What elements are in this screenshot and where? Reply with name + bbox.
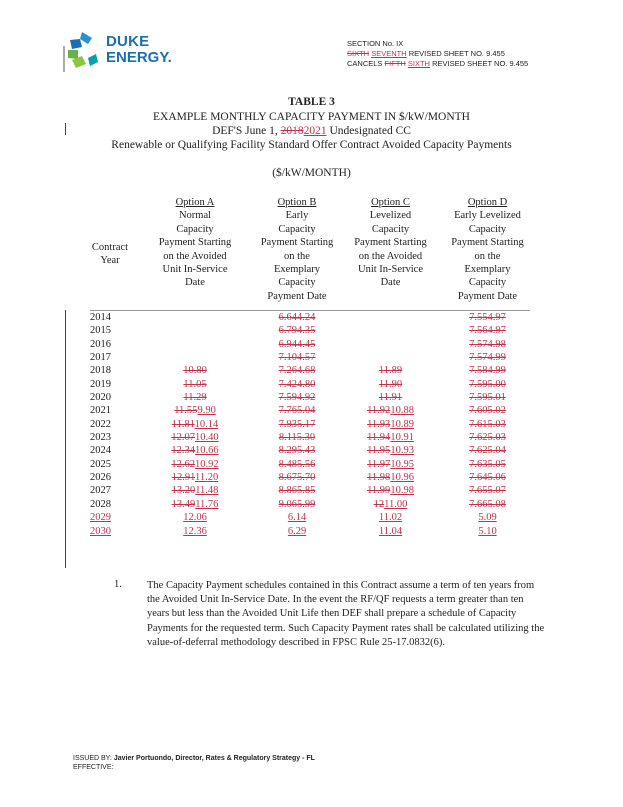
new-value: 10.98 [390, 485, 414, 497]
option-d-value [440, 498, 535, 511]
old-value: 11.93 [367, 418, 391, 430]
old-value: 12.34 [171, 445, 195, 457]
new-value: 6.14 [287, 512, 307, 524]
option-d-value [440, 351, 535, 364]
table-subtitle-2 [0, 124, 623, 138]
col-option-d-header [440, 196, 535, 303]
option-b-value [248, 364, 346, 377]
old-value: 7.554.97 [469, 312, 506, 323]
row-year: 2027 [90, 485, 111, 497]
option-b-value [248, 444, 346, 457]
option-c-value [343, 391, 438, 404]
row-year: 2021 [90, 405, 111, 417]
option-b-value [248, 404, 346, 417]
option-d-value [440, 484, 535, 497]
old-value: 11.89 [378, 365, 403, 377]
option-d-desc: Payment Starting [451, 237, 524, 249]
option-b-desc: Early [285, 210, 309, 222]
option-d-desc: on the [474, 250, 501, 262]
col-option-b-header [248, 196, 346, 303]
old-value: 8.865.85 [278, 485, 316, 497]
table-row [90, 525, 530, 538]
old-value: 6.644.24 [278, 312, 316, 323]
row-year: 2016 [90, 338, 111, 350]
col-year-line: Year [100, 255, 120, 267]
row-year: 2025 [90, 458, 111, 470]
option-c-value [343, 484, 438, 497]
row-year: 2022 [90, 418, 111, 430]
option-b-value [248, 498, 346, 511]
table-row [90, 311, 530, 324]
option-b-desc: on the [284, 250, 310, 262]
option-c-desc: on the Avoided [358, 250, 423, 262]
footer [73, 754, 315, 772]
option-a-value [150, 364, 240, 377]
option-b-value [248, 391, 346, 404]
option-c-desc: Payment Starting [354, 237, 427, 249]
option-b-value [248, 458, 346, 471]
table-row [90, 404, 530, 417]
option-d-value [440, 391, 535, 404]
option-c-value [343, 431, 438, 444]
new-value: 10.93 [390, 445, 414, 457]
old-value: 11.91 [378, 392, 403, 404]
option-c-value [343, 378, 438, 391]
old-value: 7.574.98 [469, 338, 506, 350]
old-value: 7.424.80 [278, 378, 316, 390]
new-value: 10.88 [390, 405, 414, 417]
old-value: 8.485.56 [278, 458, 316, 470]
option-b-desc: Payment Starting [260, 237, 334, 249]
cancels-old-ordinal: FIFTH [384, 59, 406, 68]
col-option-a-header [150, 196, 240, 290]
new-value: 10.92 [195, 458, 219, 470]
old-value: 7.605.02 [469, 405, 506, 417]
old-value: 11.90 [378, 378, 403, 390]
old-value: 12.62 [171, 458, 195, 470]
old-value: 11.97 [367, 458, 391, 470]
option-d-desc: Early Levelized [454, 210, 521, 222]
cancels-new-ordinal: SIXTH [407, 59, 430, 68]
option-b-value [248, 525, 346, 538]
sheet-new-ordinal: SEVENTH [371, 49, 407, 58]
row-year: 2015 [90, 325, 111, 337]
option-d-value [440, 338, 535, 351]
option-d-value [440, 511, 535, 524]
option-c-value [343, 525, 438, 538]
old-value: 7.264.68 [278, 365, 316, 377]
new-value: 12.06 [183, 512, 207, 524]
section-number: SECTION No. IX [347, 39, 404, 48]
option-a-value [150, 431, 240, 444]
option-a-value [150, 391, 240, 404]
option-b-value [248, 324, 346, 337]
row-year: 2026 [90, 472, 111, 484]
old-value: 6.944.45 [278, 338, 316, 350]
cancels-line [347, 59, 528, 69]
issued-by-value: Javier Portuondo, Director, Rates & Regulatory Strategy - FL [113, 755, 315, 762]
table-row [90, 324, 530, 337]
option-a-desc: on the Avoided [163, 250, 227, 262]
option-c-desc: Levelized [369, 210, 412, 222]
option-a-value [150, 484, 240, 497]
option-b-value [248, 351, 346, 364]
duke-energy-logo-icon [62, 28, 106, 74]
old-value: 7.584.99 [469, 365, 506, 377]
option-d-desc: Payment Date [457, 290, 518, 302]
row-year: 2020 [90, 392, 111, 404]
option-a-label: Option A [175, 197, 215, 208]
option-b-value [248, 471, 346, 484]
option-a-desc: Normal [178, 210, 212, 222]
new-value: 12.36 [183, 525, 207, 537]
old-value: 9.065.99 [278, 498, 316, 510]
note-text: The Capacity Payment schedules contained in this Contract assume a term of ten years from the Avoided Unit In-Service Date. In the event the RF/QF requests a term greater than ten years but less than the Avoided Unit Life then DEF shall prepare a schedule of Capacity Payments for the requested term. Such Capacity Payment rates shall be calculated utilizing the value-of-deferral methodology described in FPSC Rule 25-17.0832(6). [147, 580, 545, 648]
logo-word-energy: ENERGY. [106, 49, 172, 66]
table-row [90, 364, 530, 377]
row-year: 2018 [90, 365, 111, 377]
units-label: ($/kW/MONTH) [272, 167, 351, 179]
option-b-value [248, 311, 346, 324]
table-row [90, 391, 530, 404]
option-b-desc: Exemplary [273, 264, 321, 276]
old-value: 7.765.04 [278, 405, 316, 417]
old-value: 7.655.07 [469, 485, 506, 497]
old-value: 7.625.04 [469, 445, 506, 457]
old-value: 7.665.08 [469, 498, 506, 510]
option-b-value [248, 484, 346, 497]
new-value: 11.76 [195, 498, 219, 510]
option-c-desc: Unit In-Service [357, 264, 424, 276]
option-a-value [150, 458, 240, 471]
old-value: 11.95 [367, 445, 391, 457]
old-value: 7.935.17 [278, 418, 316, 430]
col-year-line: Contract [91, 242, 129, 253]
old-value: 7.595.01 [469, 392, 506, 404]
option-a-value [150, 404, 240, 417]
old-value: 11.99 [367, 485, 391, 497]
old-value: 7.104.57 [278, 352, 316, 364]
option-b-value [248, 378, 346, 391]
new-value: 5.09 [478, 512, 497, 524]
old-value: 10.80 [183, 365, 207, 377]
table-subtitle-3: Renewable or Qualifying Facility Standard Offer Contract Avoided Capacity Payments [111, 139, 512, 151]
option-a-value [150, 378, 240, 391]
option-c-value [343, 418, 438, 431]
old-value: 7.595.00 [469, 378, 506, 390]
option-c-value [343, 498, 438, 511]
option-d-value [440, 431, 535, 444]
new-value: 10.14 [194, 418, 219, 430]
row-year: 2030 [90, 525, 111, 537]
old-value: 11.98 [367, 472, 391, 484]
option-d-value [440, 471, 535, 484]
option-c-value [343, 404, 438, 417]
sheet-rest: REVISED SHEET NO. 9.455 [408, 49, 505, 58]
option-a-value [150, 511, 240, 524]
new-value: 10.91 [390, 432, 414, 444]
row-year: 2019 [90, 378, 111, 390]
option-c-label: Option C [371, 197, 410, 208]
option-d-desc: Capacity [468, 223, 507, 235]
new-value: 9.90 [197, 405, 216, 417]
new-value: 10.89 [390, 418, 414, 430]
option-a-value [150, 444, 240, 457]
new-value: 10.40 [195, 432, 219, 444]
old-value: 11.94 [367, 432, 391, 444]
old-value: 12 [373, 498, 385, 510]
new-value: 10.95 [390, 458, 414, 470]
option-b-value [248, 338, 346, 351]
new-value: 11.00 [384, 498, 408, 510]
old-value: 11.92 [367, 405, 391, 417]
option-c-value [343, 364, 438, 377]
subtitle-2-prefix: DEF'S June 1, [212, 125, 281, 137]
old-value: 13.20 [171, 485, 196, 497]
old-value: 8.675.70 [278, 472, 316, 484]
option-a-value [150, 525, 240, 538]
table-row [90, 471, 530, 484]
row-year: 2028 [90, 498, 111, 510]
option-a-value [150, 418, 240, 431]
table-row [90, 431, 530, 444]
option-c-value [343, 458, 438, 471]
table-row [90, 498, 530, 511]
new-value: 11.04 [378, 525, 403, 537]
new-value: 11.48 [195, 485, 219, 497]
table-subtitle-1: EXAMPLE MONTHLY CAPACITY PAYMENT IN $/kW/MONTH [153, 111, 470, 123]
option-d-value [440, 458, 535, 471]
new-value: 11.20 [195, 472, 219, 484]
old-value: 7.615.03 [469, 418, 506, 430]
sheet-header [347, 39, 528, 69]
capacity-payment-table [90, 311, 530, 538]
option-c-desc: Capacity [371, 223, 410, 235]
option-a-value [150, 471, 240, 484]
option-d-value [440, 444, 535, 457]
option-a-value [150, 498, 240, 511]
old-value: 13.49 [171, 498, 196, 510]
option-b-desc: Capacity [278, 277, 316, 289]
option-b-desc: Payment Date [267, 290, 327, 302]
option-d-value [440, 525, 535, 538]
option-d-desc: Exemplary [464, 264, 511, 276]
option-b-value [248, 431, 346, 444]
new-value: 10.66 [195, 445, 219, 457]
option-d-value [440, 418, 535, 431]
old-value: 12.07 [171, 432, 195, 444]
row-year: 2014 [90, 312, 111, 323]
option-b-label: Option B [277, 197, 317, 208]
option-a-desc: Unit In-Service [162, 264, 228, 276]
old-value: 7.594.92 [278, 392, 316, 404]
old-value: 7.625.03 [469, 432, 506, 444]
old-value: 7.645.06 [469, 472, 506, 484]
option-d-value [440, 364, 535, 377]
option-d-desc: Capacity [468, 277, 507, 289]
table-row [90, 338, 530, 351]
table-row [90, 351, 530, 364]
table-row [90, 458, 530, 471]
row-year: 2023 [90, 432, 111, 444]
issued-by-line [73, 754, 315, 763]
option-d-label: Option D [467, 197, 508, 208]
old-value: 12.91 [171, 472, 195, 484]
col-option-c-header [343, 196, 438, 290]
new-value: 6.29 [287, 525, 307, 537]
table-title: TABLE 3 [288, 96, 335, 108]
option-c-value [343, 511, 438, 524]
duke-energy-logo [62, 28, 182, 78]
old-value: 11.29 [183, 392, 207, 404]
cancels-rest: REVISED SHEET NO. 9.455 [432, 59, 529, 68]
table-row [90, 444, 530, 457]
effective-label: EFFECTIVE: [73, 764, 114, 771]
logo-word-duke: DUKE [106, 33, 150, 50]
revision-bar [65, 310, 66, 568]
option-a-desc: Capacity [176, 223, 214, 235]
table-row [90, 418, 530, 431]
option-c-desc: Date [380, 277, 401, 289]
old-value: 7.635.05 [469, 458, 506, 470]
col-year-header [85, 241, 135, 268]
old-value: 11.55 [174, 405, 198, 417]
issued-by-label: ISSUED BY: [73, 755, 112, 762]
option-b-value [248, 418, 346, 431]
row-year: 2024 [90, 445, 111, 457]
subtitle-2-old-year: 2018 [280, 125, 304, 137]
table-row [90, 484, 530, 497]
option-c-value [343, 471, 438, 484]
new-value: 10.96 [390, 472, 414, 484]
old-value: 11.81 [171, 418, 195, 430]
table-row [90, 511, 530, 524]
note-number: 1. [114, 579, 122, 590]
old-value: 11.05 [183, 378, 207, 390]
option-a-desc: Date [185, 277, 205, 289]
old-value: 8.295.43 [278, 445, 316, 457]
new-value: 5.10 [478, 525, 497, 537]
subtitle-2-suffix: Undesignated CC [326, 125, 411, 137]
cancels-label: CANCELS [347, 59, 383, 68]
option-b-desc: Capacity [278, 223, 316, 235]
sheet-old-ordinal: SIXTH [347, 49, 370, 58]
row-year: 2029 [90, 512, 111, 524]
option-d-value [440, 324, 535, 337]
new-value: 11.02 [378, 512, 403, 524]
table-row [90, 378, 530, 391]
option-b-value [248, 511, 346, 524]
option-a-desc: Payment Starting [158, 237, 232, 249]
option-d-value [440, 311, 535, 324]
row-year: 2017 [90, 352, 111, 364]
old-value: 6.794.35 [278, 325, 316, 337]
option-c-value [343, 444, 438, 457]
old-value: 7.564.97 [469, 325, 506, 337]
subtitle-2-new-year: 2021 [303, 125, 327, 137]
option-d-value [440, 404, 535, 417]
old-value: 8.115.30 [278, 432, 316, 444]
option-d-value [440, 378, 535, 391]
sheet-number-line [347, 49, 528, 59]
old-value: 7.574.99 [469, 352, 506, 364]
